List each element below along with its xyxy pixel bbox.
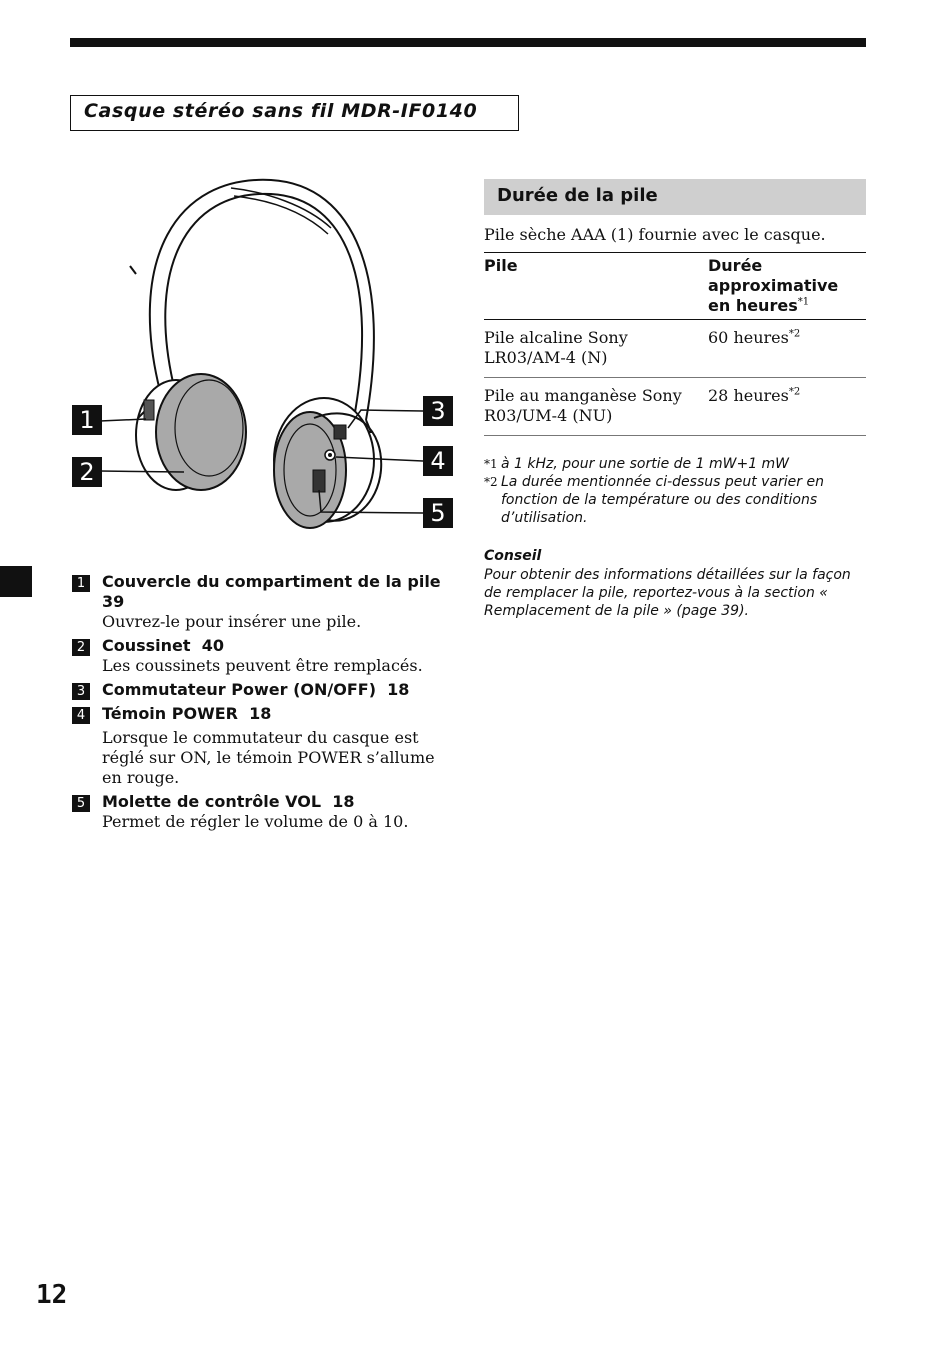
column-header-duration: Durée approximative en heures$^{*1}$ [708, 256, 839, 315]
part-number: 1 [72, 575, 90, 592]
part-description: Ouvrez-le pour insérer une pile. [102, 612, 362, 631]
tip-text: Pour obtenir des informations détaillées sur la façon de remplacer la pile, reportez-vous à la section « Remplacement de la pile » (page 39). [484, 567, 851, 619]
tip-label: Conseil [484, 548, 542, 564]
callout-1: 1 [72, 405, 102, 435]
footnote [484, 473, 866, 527]
battery-type: Pile au manganèse Sony R03/UM-4 (NU) [484, 386, 682, 425]
part-description: Lorsque le commutateur du casque est réglé sur ON, le témoin POWER s’allume en rouge. [102, 728, 435, 787]
footnotes [484, 455, 866, 527]
table-header [484, 252, 866, 320]
table-row [484, 320, 866, 378]
footnote [484, 455, 866, 473]
battery-hours: 28 heures$^{*2}$ [708, 386, 801, 405]
part-item [72, 636, 452, 676]
part-number: 3 [72, 683, 90, 700]
table-row [484, 378, 866, 436]
column-header-pile: Pile [484, 256, 518, 275]
callout-2: 2 [72, 457, 102, 487]
footnote-mark: *2 [484, 475, 498, 489]
part-name: Molette de contrôle VOL 18 [102, 792, 355, 811]
top-rule [70, 38, 866, 47]
battery-type: Pile alcaline Sony LR03/AM-4 (N) [484, 328, 628, 367]
battery-hours: 60 heures$^{*2}$ [708, 328, 801, 347]
page-number: 12 [36, 1280, 68, 1310]
part-number: 2 [72, 639, 90, 656]
page-title-box [70, 95, 519, 131]
part-name: Couvercle du compartiment de la pile 39 [102, 572, 441, 611]
part-name: Coussinet 40 [102, 636, 224, 655]
section-tab-marker [0, 566, 32, 597]
battery-heading: Durée de la pile [497, 185, 658, 206]
part-name: Témoin POWER 18 [102, 704, 272, 723]
part-item [72, 572, 452, 632]
page-title: Casque stéréo sans fil MDR-IF0140 [84, 100, 478, 122]
part-item [72, 704, 452, 788]
part-item [72, 792, 452, 832]
part-item [72, 680, 452, 700]
footnote-text: La durée mentionnée ci-dessus peut varier en fonction de la température ou des conditions d’utilisation. [501, 474, 824, 526]
callout-5: 5 [423, 498, 453, 528]
part-number: 4 [72, 707, 90, 724]
callout-3: 3 [423, 396, 453, 426]
parts-list [72, 572, 452, 836]
footnote-mark: *1 [484, 457, 498, 471]
battery-intro: Pile sèche AAA (1) fournie avec le casque. [484, 225, 826, 244]
battery-section-heading [484, 179, 866, 215]
part-description: Les coussinets peuvent être remplacés. [102, 656, 423, 675]
part-name: Commutateur Power (ON/OFF) 18 [102, 680, 410, 699]
footnote-text: à 1 kHz, pour une sortie de 1 mW+1 mW [501, 456, 790, 472]
headphone-illustration [66, 170, 466, 540]
part-description: Permet de régler le volume de 0 à 10. [102, 812, 409, 831]
battery-table [484, 252, 866, 436]
callout-4: 4 [423, 446, 453, 476]
part-number: 5 [72, 795, 90, 812]
